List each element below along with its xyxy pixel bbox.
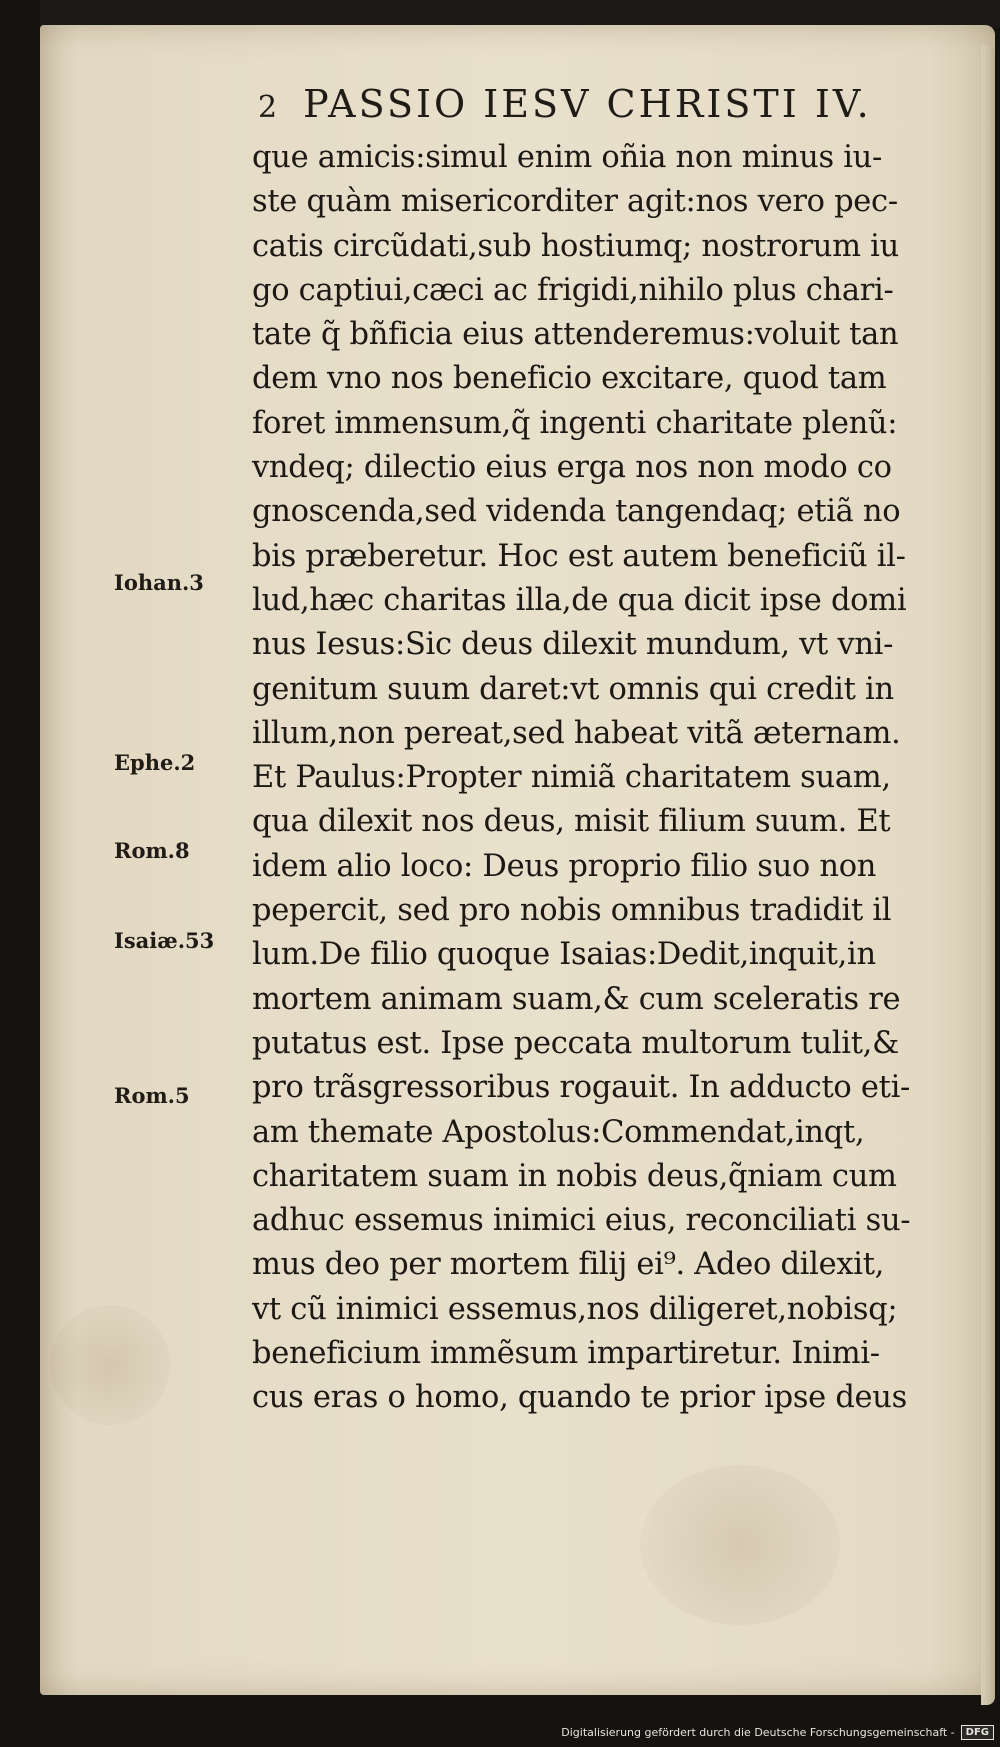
digitization-footer (561, 1721, 994, 1743)
text-line: bis præberetur. Hoc est autem beneficiũ il- (252, 538, 906, 574)
text-line: pepercit, sed pro nobis omnibus tradidit il (252, 893, 892, 929)
marginal-note: Rom.8 (114, 838, 190, 863)
text-line: que amicis:simul enim oñia non minus iu- (252, 140, 883, 175)
text-line: beneficium immẽsum impartiretur. Inimi- (252, 1336, 880, 1372)
paper-stain (640, 1465, 840, 1625)
text-line: go captiui,cæci ac frigidi,nihilo plus chari- (252, 272, 894, 308)
text-line: putatus est. Ipse peccata multorum tulit,& (252, 1025, 899, 1061)
text-line: nus Iesus:Sic deus dilexit mundum, vt vni- (252, 627, 894, 663)
text-line: genitum suum daret:vt omnis qui credit in (252, 671, 894, 707)
page-number: 2 (258, 90, 278, 125)
top-dark-edge (40, 0, 1000, 28)
paper-stain (50, 1305, 170, 1425)
dfg-logo: DFG (961, 1725, 994, 1740)
text-line: tate q̃ bñficia eius attenderemus:voluit tan (252, 317, 899, 353)
text-line: vt cũ inimici essemus,nos diligeret,nobisq; (252, 1291, 898, 1327)
footer-credit: Digitalisierung gefördert durch die Deutsche Forschungsgemeinschaft - (561, 1725, 955, 1739)
text-line: illum,non pereat,sed habeat vitã æternam. (252, 715, 901, 751)
text-line: catis circũdati,sub hostiumq; nostrorum iu (252, 228, 899, 264)
text-line: ste quàm misericorditer agit:nos vero pec- (252, 184, 898, 220)
running-head (258, 82, 918, 132)
text-line: pro trãsgressoribus rogauit. In adducto eti- (252, 1070, 911, 1106)
marginal-note: Isaiæ.53 (114, 928, 215, 953)
text-line: mus deo per mortem filij ei⁹. Adeo dilexit, (252, 1247, 885, 1283)
text-line: qua dilexit nos deus, misit filium suum. Et (252, 804, 891, 840)
text-line: adhuc essemus inimici eius, reconciliati su- (252, 1203, 911, 1239)
page-right-edge (981, 45, 995, 1705)
text-line: lud,hæc charitas illa,de qua dicit ipse domi (252, 582, 907, 618)
body-text (252, 136, 942, 1421)
text-line: cus eras o homo, quando te prior ipse deus (252, 1380, 907, 1416)
text-line: mortem animam suam,& cum sceleratis re (252, 981, 901, 1017)
text-line: gnoscenda,sed videnda tangendaq; etiã no (252, 494, 901, 530)
text-line: foret immensum,q̃ ingenti charitate plenũ: (252, 405, 898, 441)
text-line: vndeq; dilectio eius erga nos non modo co (252, 450, 892, 486)
text-line: Et Paulus:Propter nimiã charitatem suam, (252, 760, 891, 796)
text-line: idem alio loco: Deus proprio filio suo non (252, 848, 877, 884)
text-line: am themate Apostolus:Commendat,inqt, (252, 1114, 865, 1150)
marginal-note: Iohan.3 (114, 570, 204, 595)
running-title: PASSIO IESV CHRISTI IV. (303, 82, 872, 126)
text-line: charitatem suam in nobis deus,q̃niam cum (252, 1158, 897, 1194)
marginal-note: Ephe.2 (114, 750, 196, 775)
marginal-note: Rom.5 (114, 1083, 190, 1108)
text-line: dem vno nos beneficio excitare, quod tam (252, 361, 887, 397)
text-line: lum.De filio quoque Isaias:Dedit,inquit,in (252, 937, 876, 973)
